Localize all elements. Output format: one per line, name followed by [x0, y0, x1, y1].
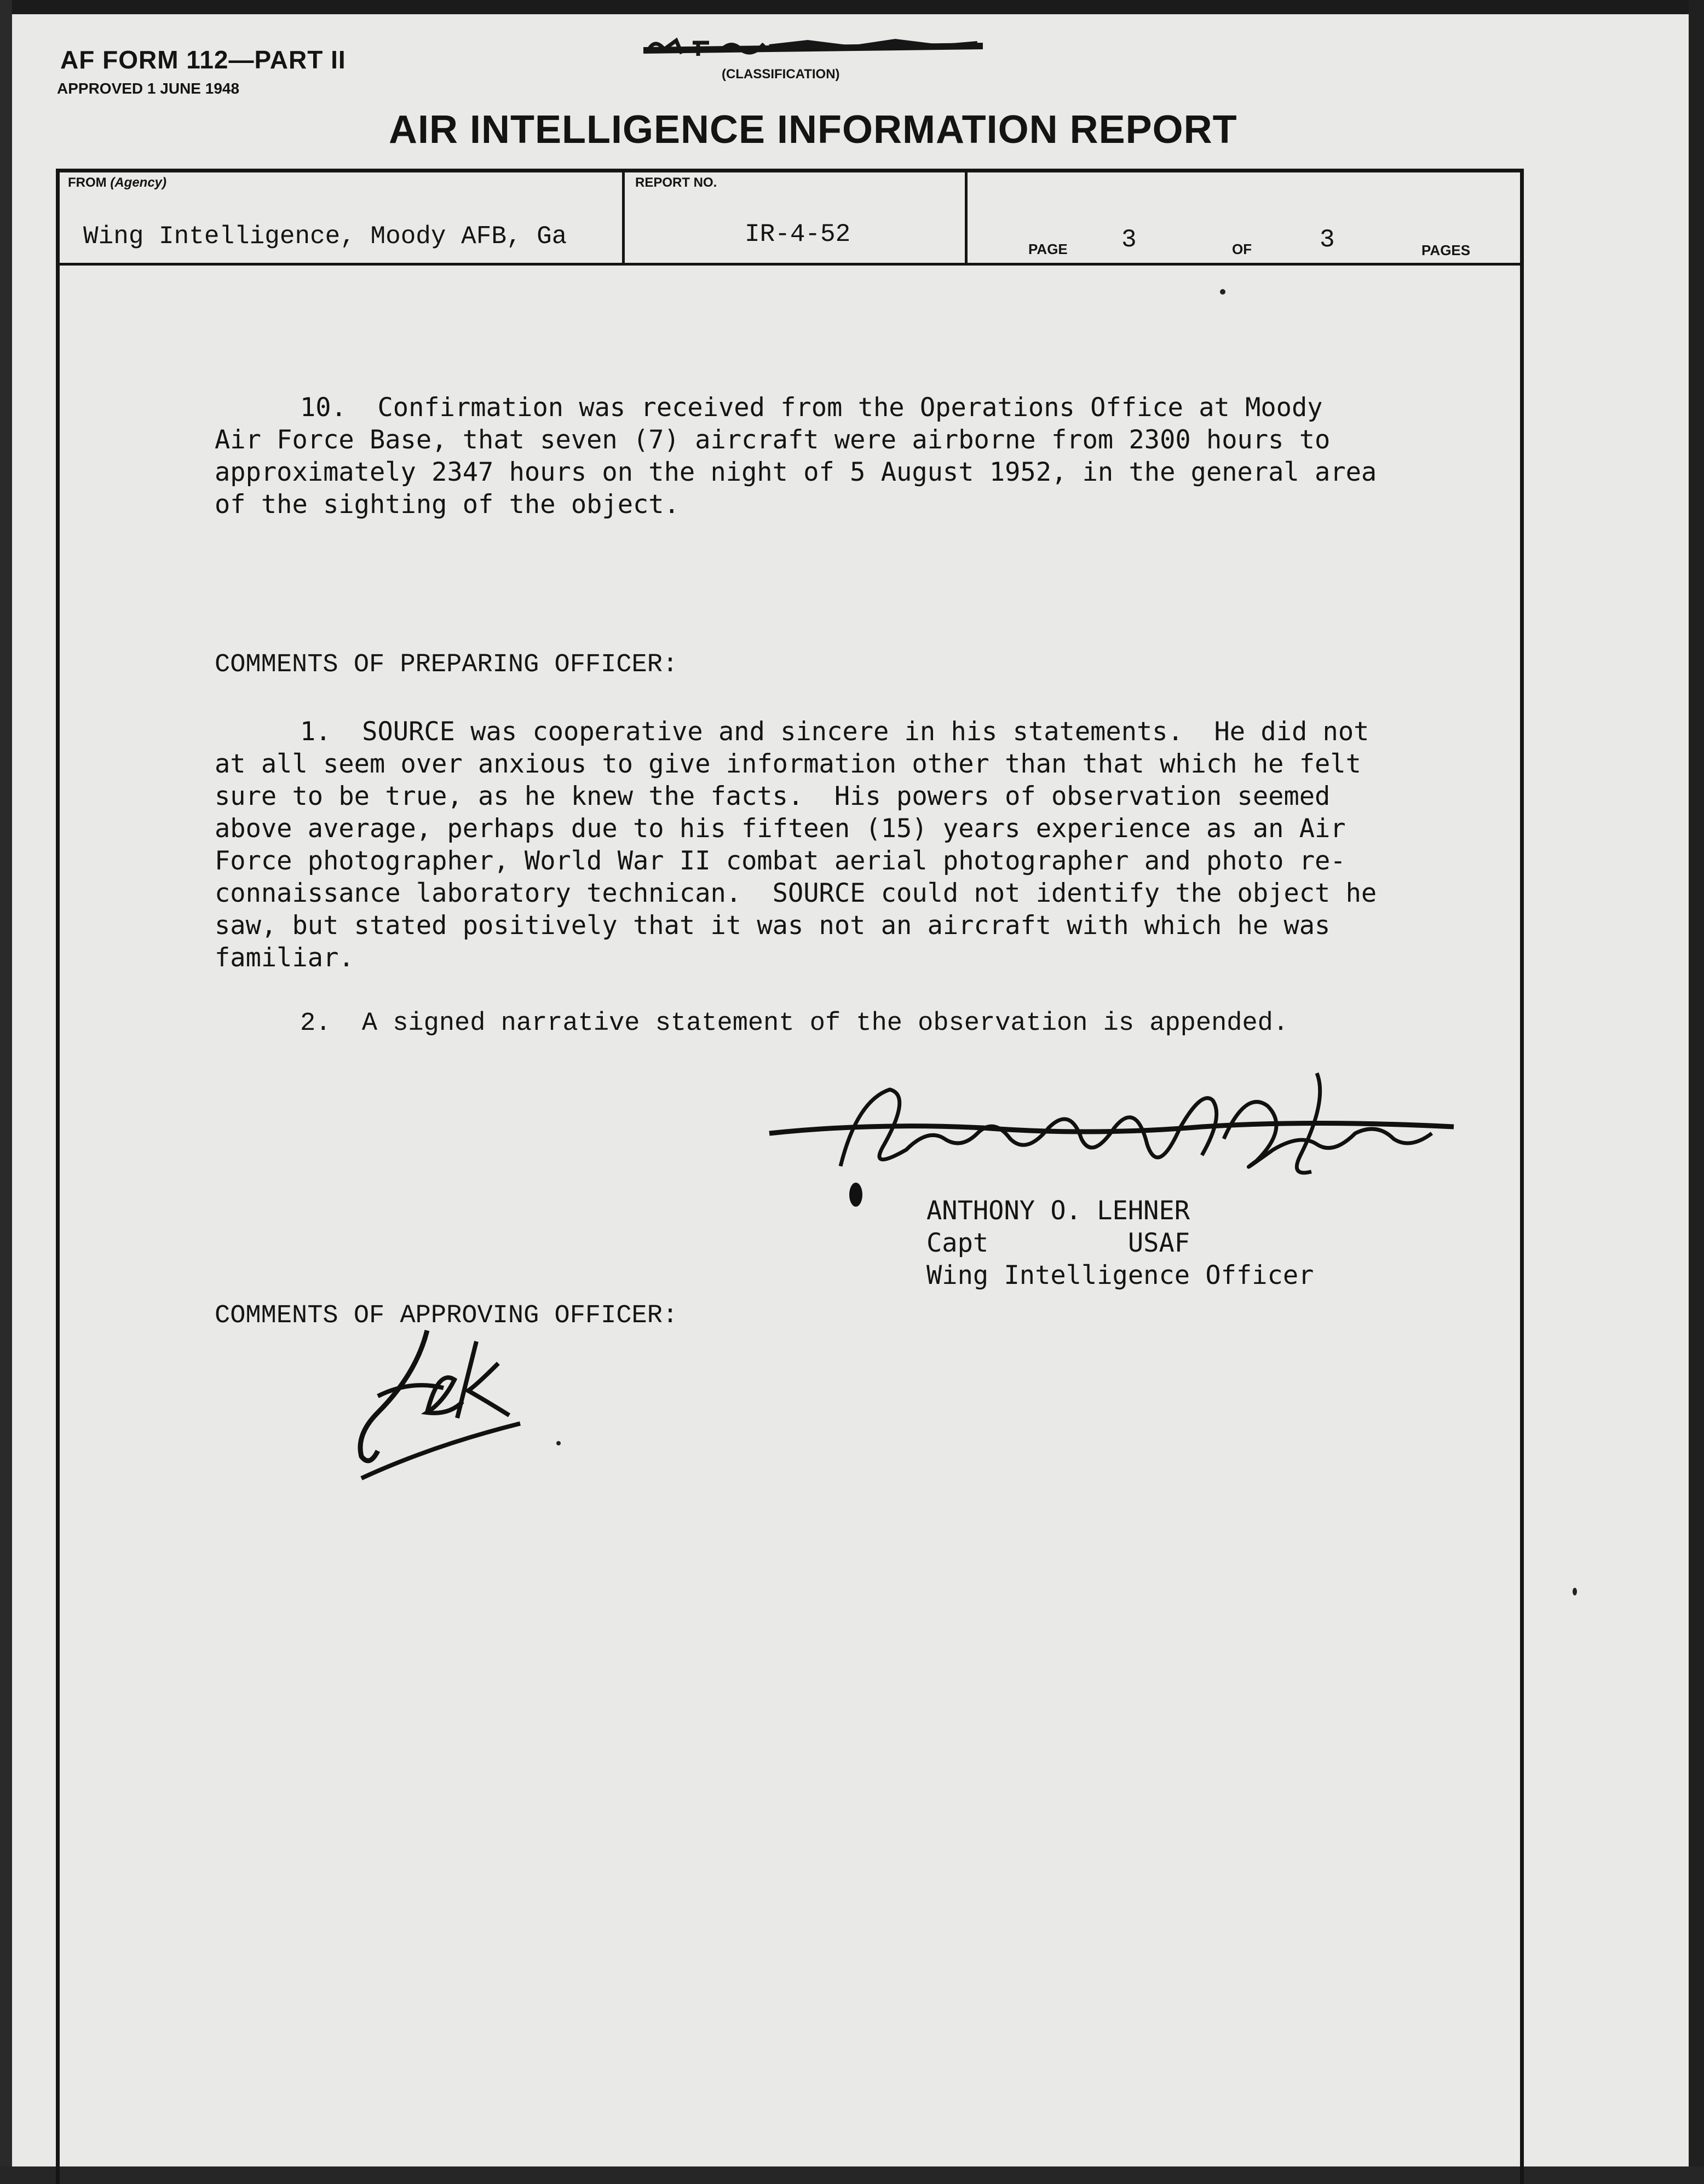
- of-label: OF: [1232, 241, 1252, 257]
- form-border-right: [1520, 169, 1524, 2184]
- from-label: FROM (Agency): [68, 175, 167, 190]
- paragraph-10: 10. Confirmation was received from the Operations Office at Moody Air Force Base, that seven (7) aircraft were airborne from 2300 hours to approximately 2347 hours on the night of 5 August 1952, in the general area of the sighting of the object.: [215, 393, 1377, 520]
- signer-title: Wing Intelligence Officer: [926, 1260, 1314, 1290]
- page-total: 3: [1320, 226, 1335, 254]
- scan-border-left: [0, 0, 12, 2184]
- form-approved-date: APPROVED 1 JUNE 1948: [57, 80, 240, 97]
- comments-preparing-heading: COMMENTS OF PREPARING OFFICER:: [215, 650, 678, 679]
- from-value: Wing Intelligence, Moody AFB, Ga: [83, 222, 567, 251]
- page-number: 3: [1121, 226, 1137, 254]
- comments-approving-heading: COMMENTS OF APPROVING OFFICER:: [215, 1301, 678, 1330]
- scan-border-bottom: [0, 2166, 1704, 2184]
- signer-rank: Capt USAF: [926, 1228, 1190, 1258]
- form-header-divider: [56, 263, 1523, 266]
- scan-border-right: [1689, 0, 1704, 2184]
- comment-1: 1. SOURCE was cooperative and sincere in his statements. He did not at all seem over anxious to give information other than that which he felt sure to be true, as he knew the facts. His powers of observation seemed above average, perhaps due to his fifteen (15) years experience as an Air Force photographer, World War II combat aerial photographer and photo re- connaissance laboratory technican. SOURCE could not identify the object he saw, but stated positively that it was not an aircraft with which he was familiar.: [215, 717, 1377, 973]
- approving-officer-initials: [345, 1319, 531, 1484]
- form-border-top: [56, 169, 1523, 172]
- form-id: AF FORM 112—PART II: [60, 45, 346, 74]
- report-title: AIR INTELLIGENCE INFORMATION REPORT: [389, 108, 1237, 152]
- form-border-left: [56, 169, 60, 2184]
- comment-2: 2. A signed narrative statement of the observation is appended.: [300, 1009, 1289, 1038]
- classification-redacted-mark: [643, 35, 983, 59]
- header-column-divider: [622, 169, 625, 263]
- report-no-value: IR-4-52: [745, 220, 851, 249]
- from-label-agency: (Agency): [110, 175, 167, 190]
- report-no-label: REPORT NO.: [635, 175, 717, 190]
- scan-border-top: [0, 0, 1704, 14]
- signature-block: [926, 1195, 1314, 1292]
- signature-handwritten: [764, 1068, 1465, 1210]
- classification-label: (CLASSIFICATION): [722, 67, 840, 82]
- scan-speck: [1573, 1588, 1577, 1595]
- pages-label: PAGES: [1421, 242, 1471, 258]
- signer-name: ANTHONY O. LEHNER: [926, 1196, 1190, 1226]
- scan-speck: [556, 1441, 561, 1445]
- header-column-divider: [965, 169, 968, 263]
- page-label: PAGE: [1028, 241, 1068, 257]
- scan-speck: [1220, 289, 1225, 295]
